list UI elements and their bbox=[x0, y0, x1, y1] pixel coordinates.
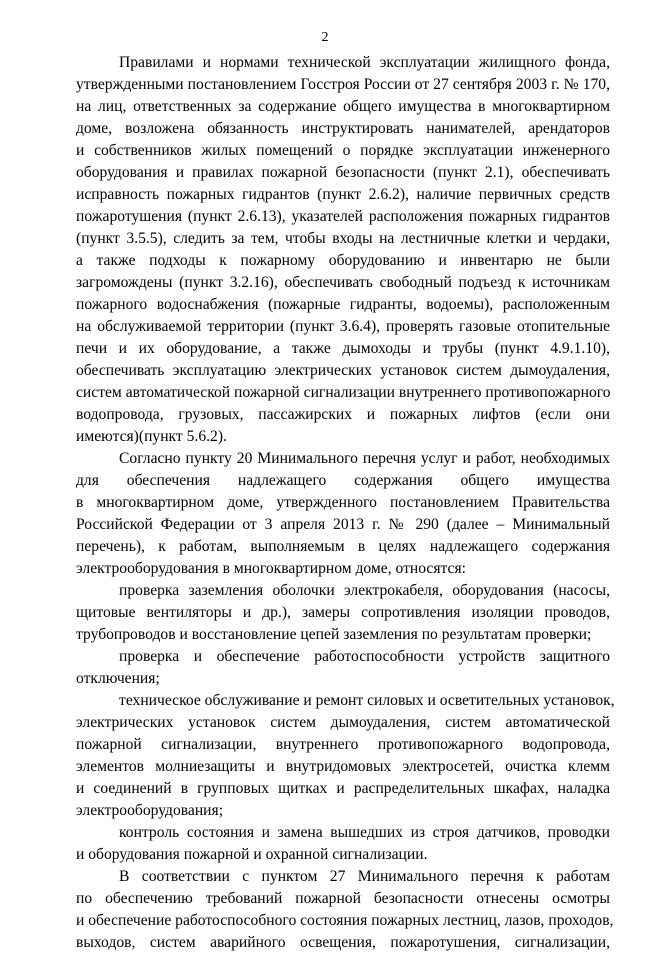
text-line: доме, возложена обязанность инструктировать нанимателей, арендаторов bbox=[76, 120, 610, 137]
text-line: утвержденными постановлением Госстроя России от 27 сентября 2003 г. № 170, bbox=[76, 76, 610, 93]
body-text bbox=[76, 52, 615, 954]
text-line: перечень), к работам, выполняемым в целях надлежащего содержания bbox=[76, 538, 610, 555]
text-line: печи и их оборудование, а также дымоходы и трубы (пункт 4.9.1.10), bbox=[76, 340, 610, 357]
paragraph bbox=[76, 448, 610, 580]
text-line: отключения; bbox=[76, 670, 160, 687]
text-line: в многоквартирном доме, утвержденного постановлением Правительства bbox=[76, 494, 610, 511]
paragraph bbox=[76, 690, 615, 822]
text-line: проверка заземления оболочки электрокабеля, оборудования (насосы, bbox=[119, 582, 610, 599]
text-line: пожаротушения (пункт 2.6.13), указателей расположения пожарных гидрантов bbox=[76, 208, 610, 225]
text-line: (пункт 3.5.5), следить за тем, чтобы входы на лестничные клетки и чердаки, bbox=[76, 230, 610, 247]
paragraph bbox=[76, 866, 614, 954]
text-line: исправность пожарных гидрантов (пункт 2.6.2), наличие первичных средств bbox=[76, 186, 610, 203]
text-line: водопровода, грузовых, пассажирских и пожарных лифтов (если они bbox=[76, 406, 610, 423]
text-line: электрических установок систем дымоудаления, систем автоматической bbox=[76, 714, 610, 731]
text-line: загромождены (пункт 3.2.16), обеспечивать свободный подъезд к источникам bbox=[76, 274, 610, 291]
text-line: электрооборудования; bbox=[76, 802, 224, 819]
text-line: выходов, систем аварийного освещения, пожаротушения, сигнализации, bbox=[76, 934, 610, 951]
text-line: контроль состояния и замена вышедших из строя датчиков, проводки bbox=[119, 824, 610, 841]
text-line: щитовые вентиляторы и др.), замеры сопротивления изоляции проводов, bbox=[76, 604, 610, 621]
text-line: элементов молниезащиты и внутридомовых электросетей, очистка клемм bbox=[76, 758, 610, 775]
paragraph bbox=[76, 52, 610, 448]
text-line: на обслуживаемой территории (пункт 3.6.4), проверять газовые отопительные bbox=[76, 318, 610, 335]
text-line: Российской Федерации от 3 апреля 2013 г. № 290 (далее – Минимальный bbox=[76, 516, 610, 533]
paragraph bbox=[76, 580, 610, 646]
text-line: В соответствии с пунктом 27 Минимального перечня к работам bbox=[119, 868, 610, 885]
text-line: пожарного водоснабжения (пожарные гидранты, водоемы), расположенным bbox=[76, 296, 610, 313]
text-line: для обеспечения надлежащего содержания общего имущества bbox=[76, 472, 610, 489]
text-line: а также подходы к пожарному оборудованию и инвентарю не были bbox=[76, 252, 610, 269]
paragraph bbox=[76, 646, 610, 690]
text-line: проверка и обеспечение работоспособности устройств защитного bbox=[119, 648, 610, 665]
text-line: оборудования и правилах пожарной безопасности (пункт 2.1), обеспечивать bbox=[76, 164, 610, 181]
text-line: и обеспечение работоспособного состояния пожарных лестниц, лазов, проходов, bbox=[76, 912, 614, 929]
text-line: на лиц, ответственных за содержание общего имущества в многоквартирном bbox=[76, 98, 610, 115]
text-line: Правилами и нормами технической эксплуатации жилищного фонда, bbox=[119, 54, 610, 71]
text-line: обеспечивать эксплуатацию электрических установок систем дымоудаления, bbox=[76, 362, 610, 379]
text-line: техническое обслуживание и ремонт силовых и осветительных установок, bbox=[119, 692, 615, 709]
page-number: 2 bbox=[321, 30, 329, 45]
text-line: по обеспечению требований пожарной безопасности отнесены осмотры bbox=[76, 890, 610, 907]
text-line: систем автоматической пожарной сигнализации внутреннего противопожарного bbox=[76, 384, 611, 401]
text-line: электрооборудования в многоквартирном доме, относятся: bbox=[76, 560, 466, 577]
text-line: и соединений в групповых щитках и распределительных шкафах, наладка bbox=[76, 780, 610, 797]
text-line: пожарной сигнализации, внутреннего противопожарного водопровода, bbox=[76, 736, 610, 753]
text-line: имеются)(пункт 5.6.2). bbox=[76, 428, 227, 445]
text-line: Согласно пункту 20 Минимального перечня услуг и работ, необходимых bbox=[119, 450, 610, 467]
text-line: и оборудования пожарной и охранной сигнализации. bbox=[76, 846, 428, 863]
text-line: и собственников жилых помещений о порядке эксплуатации инженерного bbox=[76, 142, 610, 159]
text-line: трубопроводов и восстановление цепей заземления по результатам проверки; bbox=[76, 626, 592, 643]
paragraph bbox=[76, 822, 610, 866]
